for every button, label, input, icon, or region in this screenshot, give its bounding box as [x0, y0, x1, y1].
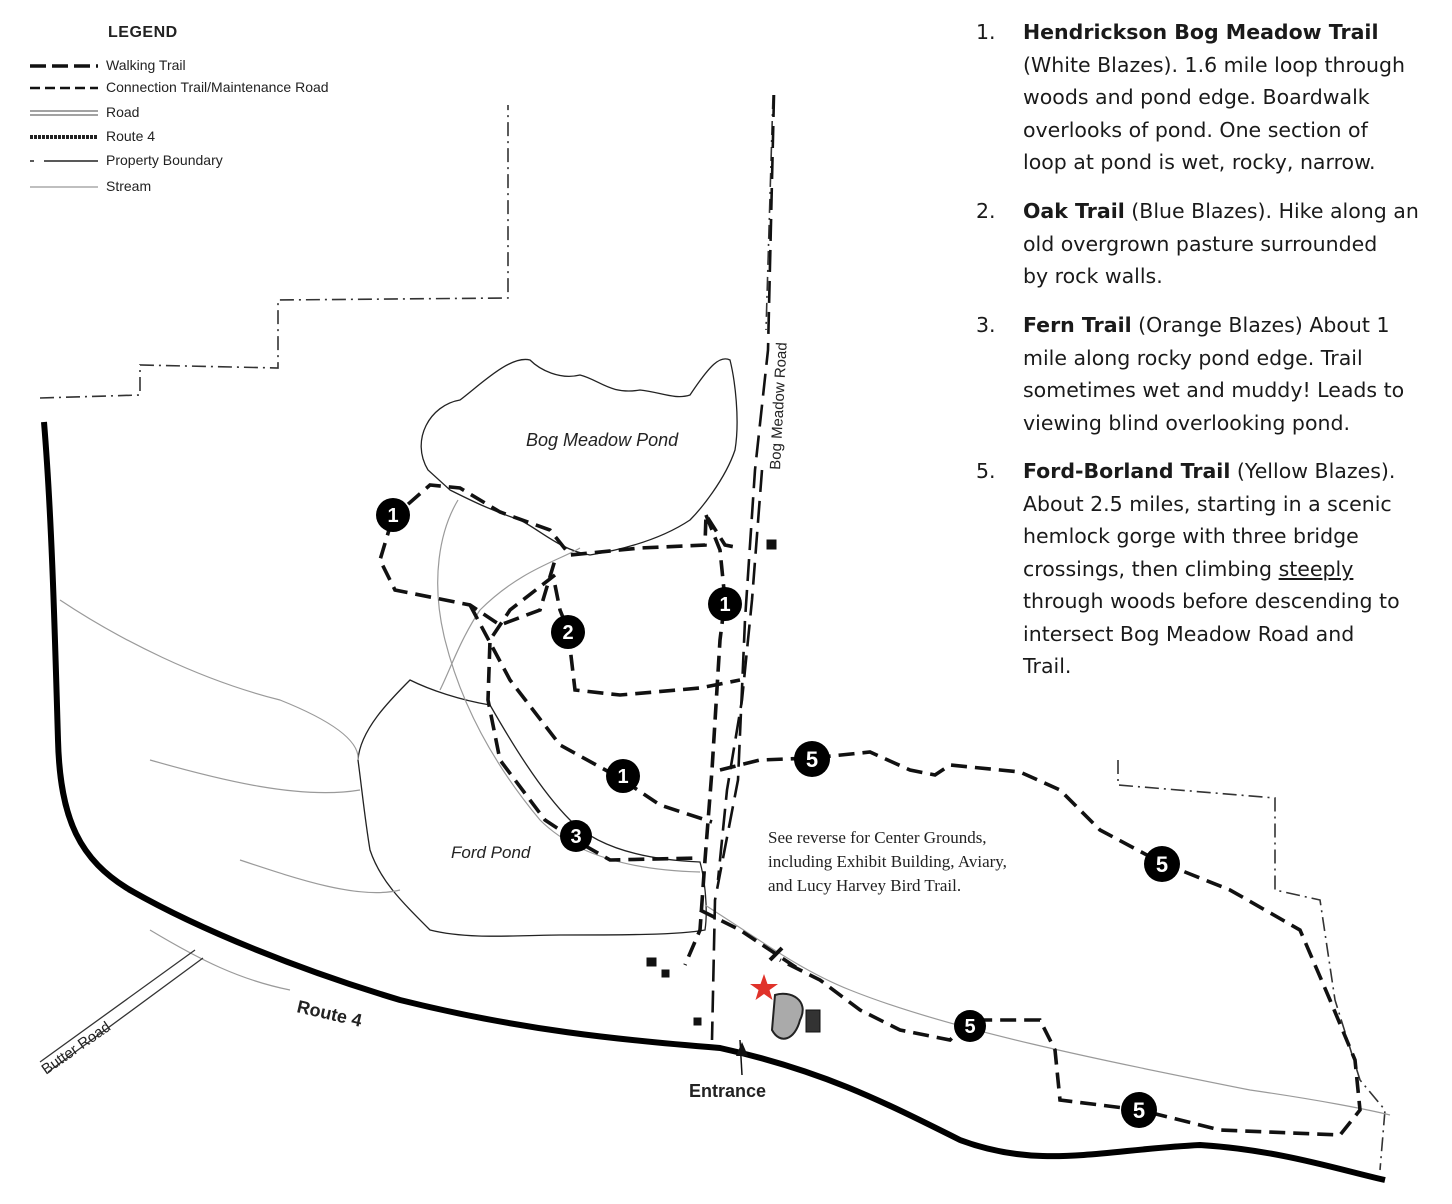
bog-meadow-pond-outline — [421, 359, 737, 555]
trail-marker — [551, 615, 585, 649]
legend-item-route-4: Route 4 — [106, 128, 156, 144]
entrance-label: Entrance — [689, 1081, 767, 1101]
svg-text:1: 1 — [387, 505, 399, 527]
viewpoint-star-icon — [750, 974, 778, 1000]
center-grounds-note: See reverse for Center Grounds, including Exhibit Building, Aviary, and Lucy Harvey Bird Trail. — [768, 828, 1007, 895]
legend-item-property-boundary: Property Boundary — [106, 152, 223, 168]
legend-item-walking-trail: Walking Trail — [106, 57, 186, 73]
trail-name: Ford-Borland Trail — [1023, 459, 1231, 483]
svg-text:5: 5 — [964, 1016, 976, 1038]
trail-name: Hendrickson Bog Meadow Trail — [1023, 20, 1379, 44]
entrance-arrow — [736, 1042, 748, 1056]
trail-marker — [1144, 846, 1180, 882]
svg-text:1: 1 — [719, 594, 731, 616]
svg-text:3: 3 — [570, 826, 582, 848]
bog-meadow-pond-label: Bog Meadow Pond — [526, 430, 679, 450]
svg-text:5: 5 — [1132, 1098, 1146, 1123]
legend-item-connection-trail: Connection Trail/Maintenance Road — [106, 79, 329, 95]
trail-marker — [794, 741, 830, 777]
ford-pond-label: Ford Pond — [451, 843, 531, 862]
butter-road-label: Butter Road — [38, 1018, 114, 1079]
trail-marker — [708, 587, 742, 621]
svg-text:2: 2 — [562, 622, 574, 644]
svg-text:1: 1 — [617, 766, 629, 788]
svg-text:5: 5 — [805, 747, 819, 772]
ford-pond-outline — [358, 680, 706, 936]
legend-item-stream: Stream — [106, 178, 152, 194]
legend-title: LEGEND — [108, 24, 178, 41]
trail-marker — [376, 498, 410, 532]
trail-marker — [560, 820, 592, 852]
trail-marker — [954, 1010, 986, 1042]
trail-name: Oak Trail — [1023, 199, 1125, 223]
svg-text:5: 5 — [1155, 852, 1169, 877]
bog-meadow-road-label: Bog Meadow Road — [767, 341, 791, 471]
trail-marker — [606, 759, 640, 793]
route-4-label: Route 4 — [295, 996, 364, 1031]
trail-marker — [1121, 1092, 1157, 1128]
legend-item-road: Road — [106, 104, 140, 120]
trail-name: Fern Trail — [1023, 313, 1132, 337]
